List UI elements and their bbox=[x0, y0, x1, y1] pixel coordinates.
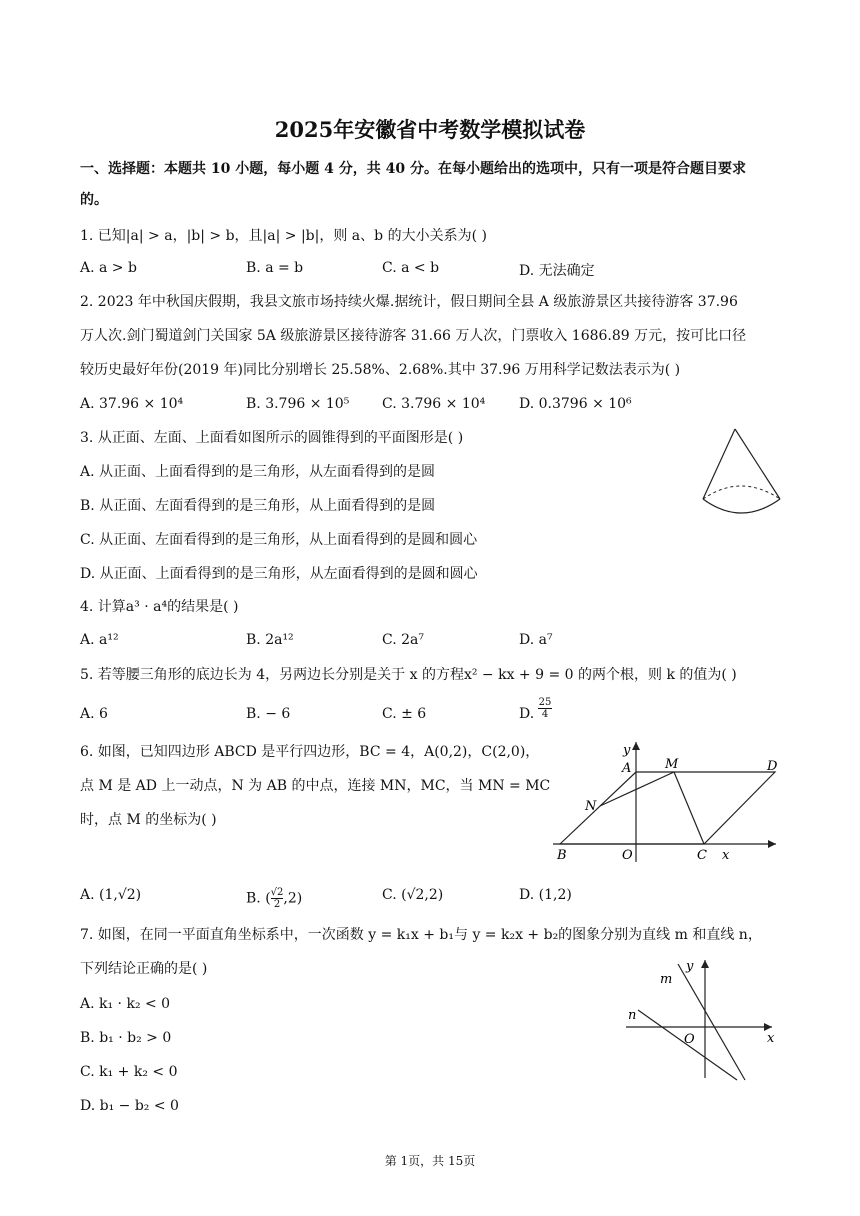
q5-option-d bbox=[519, 706, 534, 722]
q3-stem: 3. 从正面、左面、上面看如图所示的圆锥得到的平面图形是( ) bbox=[80, 430, 464, 446]
q1-option-c: C. a < b bbox=[382, 260, 440, 276]
fig6-label-y: y bbox=[623, 743, 631, 758]
linear-functions-figure bbox=[622, 956, 782, 1084]
q3-option-b: B. 从正面、左面看得到的是三角形，从上面看得到的是圆 bbox=[80, 498, 436, 514]
fig6-label-n: N bbox=[585, 799, 597, 814]
q1-option-b: B. a = b bbox=[246, 260, 304, 276]
q6-option-b-suffix: ,2) bbox=[283, 890, 303, 907]
q7-option-b: B. b₁ · b₂ > 0 bbox=[80, 1030, 172, 1046]
fig6-label-m: M bbox=[665, 757, 679, 772]
q4-option-a: A. a¹² bbox=[80, 632, 119, 648]
page-title: 2025年安徽省中考数学模拟试卷 bbox=[274, 117, 586, 142]
section-heading-line1: 一、选择题：本题共 10 小题，每小题 4 分，共 40 分。在每小题给出的选项中，只有一项是符合题目要求 bbox=[80, 161, 746, 177]
q2-option-d: D. 0.3796 × 10⁶ bbox=[519, 396, 632, 412]
q6-option-a: A. (1,√2) bbox=[80, 887, 142, 903]
page-footer: 第 1页，共 15页 bbox=[384, 1154, 476, 1168]
q5-option-d-prefix: D. bbox=[519, 706, 535, 722]
q6-option-b-fraction bbox=[271, 887, 284, 910]
fig6-label-d: D bbox=[767, 759, 778, 774]
q6-fraction-denominator: 2 bbox=[273, 899, 281, 910]
q6-line2: 点 M 是 AD 上一动点，N 为 AB 的中点，连接 MN，MC，当 MN = MC bbox=[80, 778, 551, 794]
q5-fraction-denominator: 4 bbox=[541, 709, 549, 720]
fig7-label-y: y bbox=[686, 959, 694, 974]
fig6-label-a: A bbox=[622, 761, 632, 776]
q5-option-a: A. 6 bbox=[80, 706, 108, 722]
q4-option-b: B. 2a¹² bbox=[246, 632, 294, 648]
q2-line3: 较历史最好年份(2019 年)同比分别增长 25.58%、2.68%.其中 37.96 万用科学记数法表示为( ) bbox=[80, 362, 681, 378]
q2-line1: 2. 2023 年中秋国庆假期，我县文旅市场持续火爆.据统计，假日期间全县 A 级旅游景区共接待游客 37.96 bbox=[80, 294, 738, 310]
q5-option-b: B. − 6 bbox=[246, 706, 291, 722]
q6-fraction-numerator: √2 bbox=[270, 887, 284, 898]
q3-option-c: C. 从正面、左面看得到的是三角形，从上面看得到的是圆和圆心 bbox=[80, 532, 478, 548]
q6-line1: 6. 如图，已知四边形 ABCD 是平行四边形，BC = 4，A(0,2)，C(2,0)， bbox=[80, 744, 540, 760]
parallelogram-figure bbox=[548, 738, 788, 866]
q2-option-c: C. 3.796 × 10⁴ bbox=[382, 396, 486, 412]
fig6-label-b: B bbox=[557, 848, 567, 863]
q5-option-c: C. ± 6 bbox=[382, 706, 427, 722]
fig7-label-o: O bbox=[684, 1032, 695, 1047]
q1-stem: 1. 已知|a| > a，|b| > b，且|a| > |b|，则 a、b 的大小关系为( ) bbox=[80, 228, 487, 244]
q7-option-a: A. k₁ · k₂ < 0 bbox=[80, 996, 171, 1012]
q7-option-c: C. k₁ + k₂ < 0 bbox=[80, 1064, 178, 1080]
q2-line2: 万人次.剑门蜀道剑门关国家 5A 级旅游景区接待游客 31.66 万人次，门票收入 1686.89 万元，按可比口径 bbox=[80, 328, 747, 344]
q4-stem: 4. 计算a³ · a⁴的结果是( ) bbox=[80, 599, 239, 615]
q5-stem: 5. 若等腰三角形的底边长为 4，另两边长分别是关于 x 的方程x² − kx + 9 = 0 的两个根，则 k 的值为( ) bbox=[80, 667, 737, 683]
fig6-label-x: x bbox=[722, 848, 730, 863]
fig6-label-o: O bbox=[622, 848, 633, 863]
fig7-label-m: m bbox=[660, 972, 673, 987]
section-heading-line2: 的。 bbox=[80, 192, 108, 208]
fig6-label-c: C bbox=[697, 848, 707, 863]
q4-option-d: D. a⁷ bbox=[519, 632, 553, 648]
q5-option-d-fraction bbox=[538, 697, 552, 720]
q3-option-d: D. 从正面、上面看得到的是三角形，从左面看得到的是圆和圆心 bbox=[80, 566, 478, 582]
q6-option-c: C. (√2,2) bbox=[382, 887, 444, 903]
q6-option-b-prefix: B. ( bbox=[246, 890, 271, 907]
q7-option-d: D. b₁ − b₂ < 0 bbox=[80, 1098, 179, 1114]
q5-fraction-numerator: 25 bbox=[538, 697, 552, 708]
q2-option-b: B. 3.796 × 10⁵ bbox=[246, 396, 350, 412]
cone-figure bbox=[695, 425, 790, 525]
q4-option-c: C. 2a⁷ bbox=[382, 632, 424, 648]
q6-option-d: D. (1,2) bbox=[519, 887, 572, 903]
q6-line3: 时，点 M 的坐标为( ) bbox=[80, 812, 217, 828]
fig7-label-n: n bbox=[628, 1008, 637, 1023]
q2-option-a: A. 37.96 × 10⁴ bbox=[80, 396, 184, 412]
q6-option-b bbox=[246, 887, 302, 910]
q7-line2: 下列结论正确的是( ) bbox=[80, 961, 208, 977]
fig7-label-x: x bbox=[767, 1031, 775, 1046]
q7-line1: 7. 如图，在同一平面直角坐标系中，一次函数 y = k₁x + b₁与 y = k₂x + b₂的图象分别为直线 m 和直线 n， bbox=[80, 927, 762, 943]
q1-option-a: A. a > b bbox=[80, 260, 137, 276]
q3-option-a: A. 从正面、上面看得到的是三角形，从左面看得到的是圆 bbox=[80, 464, 436, 480]
q1-option-d: D. 无法确定 bbox=[519, 263, 595, 279]
